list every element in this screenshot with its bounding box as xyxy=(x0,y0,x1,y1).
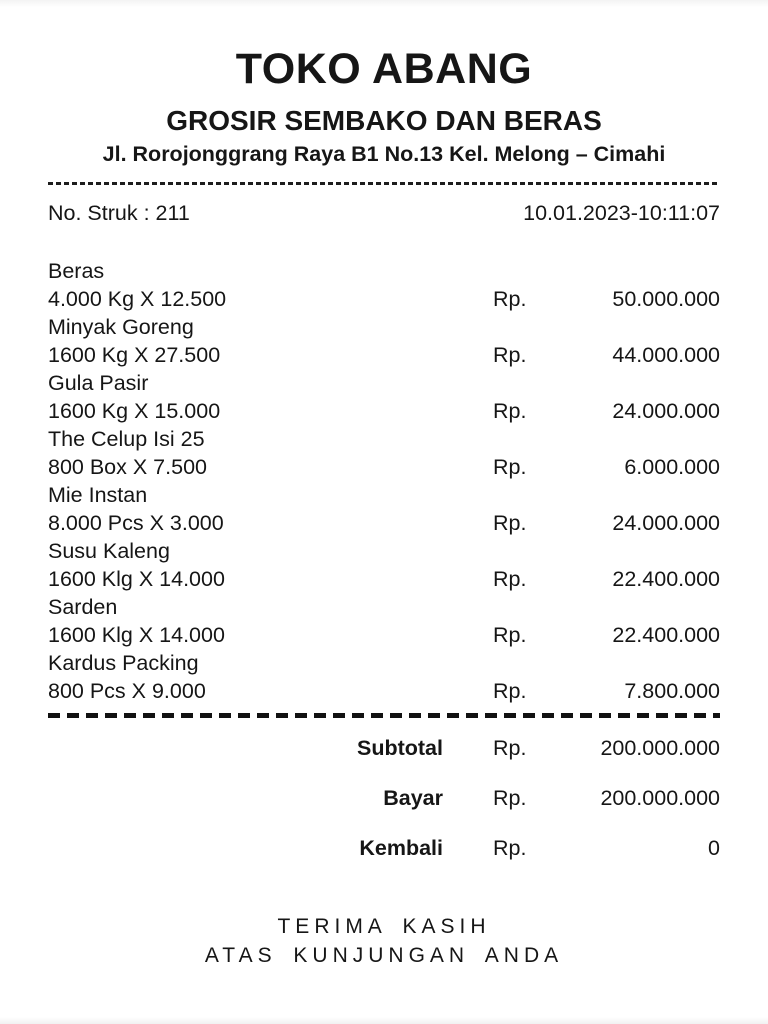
receipt-item xyxy=(48,369,720,425)
total-amount: 200.000.000 xyxy=(600,785,720,810)
total-amount: 200.000.000 xyxy=(600,735,720,760)
receipt-item xyxy=(48,313,720,369)
receipt-item xyxy=(48,257,720,313)
store-address: Jl. Rorojonggrang Raya B1 No.13 Kel. Melong – Cimahi xyxy=(102,142,666,166)
receipt-item xyxy=(48,593,720,649)
receipt-item xyxy=(48,649,720,705)
receipt-datetime: 10.01.2023-10:11:07 xyxy=(523,200,720,225)
receipt-item xyxy=(48,425,720,481)
thanks-line-1: TERIMA KASIH xyxy=(277,914,491,938)
item-qty-price: 1600 Kg X 27.500 xyxy=(48,342,221,367)
item-currency: Rp. xyxy=(493,398,527,423)
item-currency: Rp. xyxy=(493,566,527,591)
item-qty-price: 800 Pcs X 9.000 xyxy=(48,678,206,703)
total-currency: Rp. xyxy=(493,785,527,810)
item-qty-price: 1600 Klg X 14.000 xyxy=(48,622,225,647)
receipt-meta xyxy=(48,199,720,227)
item-amount: 22.400.000 xyxy=(612,566,720,591)
item-qty-price: 800 Box X 7.500 xyxy=(48,454,207,479)
item-amount: 7.800.000 xyxy=(624,678,720,703)
item-amount: 24.000.000 xyxy=(612,510,720,535)
total-label: Bayar xyxy=(383,785,443,810)
item-name: Kardus Packing xyxy=(48,650,199,675)
item-amount: 50.000.000 xyxy=(612,286,720,311)
receipt-item xyxy=(48,537,720,593)
footer-message xyxy=(48,912,720,970)
item-qty-price: 8.000 Pcs X 3.000 xyxy=(48,510,224,535)
item-currency: Rp. xyxy=(493,510,527,535)
item-currency: Rp. xyxy=(493,622,527,647)
total-label: Subtotal xyxy=(357,735,443,760)
item-amount: 22.400.000 xyxy=(612,622,720,647)
receipt-number: No. Struk : 211 xyxy=(48,200,190,225)
total-amount: 0 xyxy=(708,835,720,860)
item-currency: Rp. xyxy=(493,342,527,367)
total-row xyxy=(48,834,720,862)
total-currency: Rp. xyxy=(493,835,527,860)
store-tagline: GROSIR SEMBAKO DAN BERAS xyxy=(166,105,602,136)
total-row xyxy=(48,784,720,812)
totals-list xyxy=(48,734,720,862)
item-name: Sarden xyxy=(48,594,118,619)
thanks-line-2: ATAS KUNJUNGAN ANDA xyxy=(204,943,564,967)
item-qty-price: 1600 Klg X 14.000 xyxy=(48,566,225,591)
item-amount: 44.000.000 xyxy=(612,342,720,367)
item-amount: 24.000.000 xyxy=(612,398,720,423)
total-currency: Rp. xyxy=(493,735,527,760)
receipt-item xyxy=(48,481,720,537)
item-currency: Rp. xyxy=(493,286,527,311)
item-name: Gula Pasir xyxy=(48,370,149,395)
item-amount: 6.000.000 xyxy=(624,454,720,479)
item-name: Susu Kaleng xyxy=(48,538,170,563)
item-name: Beras xyxy=(48,258,105,283)
item-currency: Rp. xyxy=(493,454,527,479)
total-row xyxy=(48,734,720,762)
store-name: TOKO ABANG xyxy=(235,45,533,93)
item-name: Minyak Goreng xyxy=(48,314,194,339)
item-currency: Rp. xyxy=(493,678,527,703)
total-label: Kembali xyxy=(359,835,443,860)
item-qty-price: 4.000 Kg X 12.500 xyxy=(48,286,227,311)
item-qty-price: 1600 Kg X 15.000 xyxy=(48,398,221,423)
header-divider xyxy=(48,182,720,185)
item-name: The Celup Isi 25 xyxy=(48,426,205,451)
totals-divider xyxy=(48,713,720,718)
item-name: Mie Instan xyxy=(48,482,148,507)
items-list xyxy=(48,257,720,705)
